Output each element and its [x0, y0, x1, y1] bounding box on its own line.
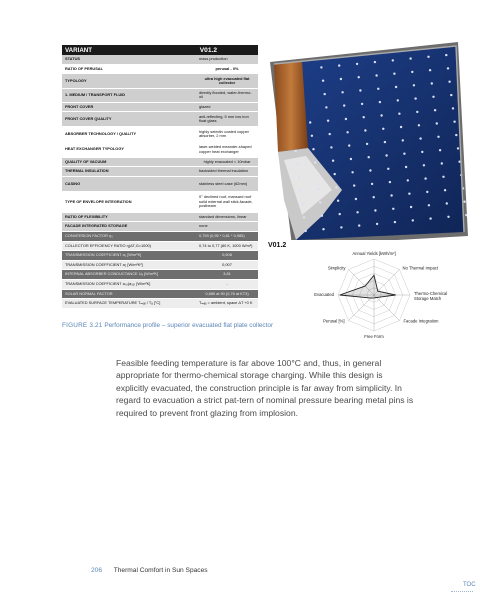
radar-title: V01.2: [268, 242, 287, 249]
row-value: 0° declined roof, mansard roof solid external wall stick-facade, postbeam: [196, 192, 258, 212]
row-label: TRANSMISSION COEFFICIENT a₁ [W/m²K]: [62, 251, 196, 260]
pin-dot: [312, 148, 314, 150]
pin-dot: [361, 103, 363, 105]
pin-dot: [410, 206, 412, 208]
pin-dot: [452, 107, 454, 109]
pin-dot: [340, 226, 342, 228]
pin-dot: [355, 198, 357, 200]
spec-table: [62, 45, 258, 309]
row-value: 0,685 at 90 (0,76 at KT3): [196, 290, 258, 299]
radar-axis-label: No Thermal Impact: [402, 265, 439, 271]
pin-dot: [394, 221, 396, 223]
pin-dot: [305, 230, 307, 232]
pin-dot: [338, 64, 340, 66]
pin-dot: [446, 202, 448, 204]
radar-axis-label: Annual Yields [kWh/m²]: [352, 251, 396, 256]
row-value: highly evacuated < 10mbar: [196, 158, 258, 167]
pin-dot: [405, 166, 407, 168]
pin-dot: [325, 106, 327, 108]
pin-dot: [453, 121, 455, 123]
pin-dot: [348, 144, 350, 146]
row-value: -: [196, 280, 258, 289]
pin-dot: [431, 82, 433, 84]
pin-dot: [445, 54, 447, 56]
row-label: HEAT EXCHANGER TYPOLOGY: [62, 143, 196, 157]
pin-dot: [403, 153, 405, 155]
table-row: [62, 251, 258, 261]
pin-dot: [426, 191, 428, 193]
pin-dot: [374, 209, 376, 211]
pin-dot: [421, 151, 423, 153]
pin-dot: [363, 116, 365, 118]
row-value: none: [196, 222, 258, 231]
pin-dot: [356, 211, 358, 213]
row-label: TYPE OF ENVELOPE INTEGRATION: [62, 192, 196, 212]
pin-dot: [447, 216, 449, 218]
table-row: [62, 299, 258, 309]
pin-dot: [374, 61, 376, 63]
row-label: SOLAR NORMAL FACTOR: [62, 290, 196, 299]
pin-dot: [320, 66, 322, 68]
pin-dot: [419, 137, 421, 139]
pin-dot: [448, 81, 450, 83]
row-value: 0,007: [196, 261, 258, 270]
radar-axis-label: Thermo-Chemical: [414, 291, 448, 296]
table-row: [62, 270, 258, 280]
page-number: 206: [91, 567, 103, 574]
pin-dot: [432, 96, 434, 98]
pin-dot: [368, 156, 370, 158]
table-row: [62, 103, 258, 113]
table-row: [62, 112, 258, 127]
pin-dot: [364, 129, 366, 131]
row-value: directly flooded, water-thermo-oil: [196, 89, 258, 101]
pin-dot: [414, 97, 416, 99]
pin-dot: [442, 176, 444, 178]
table-row: [62, 143, 258, 158]
collector-illustration: [262, 40, 472, 240]
radar-axis-label: Evacuated: [314, 292, 334, 297]
table-row: [62, 232, 258, 242]
row-label: THERMAL INSULATION: [62, 167, 196, 176]
pin-dot: [392, 208, 394, 210]
body-paragraph: Feasible feeding temperature is far above 100°C and, thus, in general appropriate for thermo-chemical storage charging. While this design is explicitly evacuated, the construction principle is far away from simplicity. In regard to evacuation a strict pat-tern of nominal pressure bearing metal pins is required to prevent front glazing from implosion.: [116, 357, 414, 418]
pin-dot: [371, 183, 373, 185]
radar-axis-label: Storage Match: [414, 296, 442, 301]
pin-dot: [376, 223, 378, 225]
pin-dot: [402, 139, 404, 141]
table-row: [62, 74, 258, 89]
pin-dot: [382, 128, 384, 130]
pin-dot: [437, 136, 439, 138]
row-value: glazed: [196, 103, 258, 112]
row-label: COLLECTOR EFFICIENCY RATIO η(ΔT,G=1000): [62, 242, 196, 251]
table-row: [62, 222, 258, 232]
pin-dot: [455, 134, 457, 136]
pin-dot: [439, 149, 441, 151]
pin-dot: [353, 184, 355, 186]
table-row: [62, 242, 258, 252]
table-row: [62, 167, 258, 177]
pin-dot: [359, 89, 361, 91]
row-value: Tₘₐₓ = ambient, space ΔT +0 K: [196, 299, 258, 308]
pin-dot: [434, 109, 436, 111]
pin-dot: [314, 161, 316, 163]
pin-dot: [298, 176, 300, 178]
radar-axis-label: Perusal [%]: [323, 318, 345, 324]
pin-dot: [463, 201, 465, 203]
pin-dot: [377, 88, 379, 90]
pin-dot: [369, 169, 371, 171]
row-label: FRONT COVER: [62, 103, 196, 112]
pin-dot: [341, 91, 343, 93]
row-value: 3,81: [196, 270, 258, 279]
pin-dot: [380, 114, 382, 116]
table-row: [62, 65, 258, 75]
table-row: [62, 261, 258, 271]
row-value: laser-welded meander-shaped copper heat exchanger: [196, 143, 258, 157]
row-value: stainless steel case (62mm): [196, 177, 258, 191]
pin-dot: [316, 175, 318, 177]
row-value: perusal - 0%: [196, 65, 258, 74]
pin-dot: [322, 228, 324, 230]
pin-dot: [398, 113, 400, 115]
pin-dot: [358, 76, 360, 78]
table-row: [62, 127, 258, 142]
pin-dot: [408, 193, 410, 195]
pin-dot: [330, 146, 332, 148]
row-label: TRANSMISSION COEFFICIENT a₍ₜ₎(a₁₀₎ [W/m²K]: [62, 280, 196, 289]
table-row: [62, 213, 258, 223]
pin-dot: [400, 126, 402, 128]
pin-dot: [329, 133, 331, 135]
table-row: [62, 290, 258, 300]
pin-dot: [345, 118, 347, 120]
pin-dot: [340, 78, 342, 80]
pin-dot: [413, 84, 415, 86]
header-variant-value: V01.2: [199, 46, 217, 54]
row-value: ultra high evacuated flat collector: [196, 74, 258, 88]
pin-dot: [429, 69, 431, 71]
pin-dot: [346, 131, 348, 133]
pin-dot: [423, 164, 425, 166]
pin-dot: [409, 57, 411, 59]
pin-dot: [373, 196, 375, 198]
pin-dot: [295, 150, 297, 152]
pin-dot: [356, 63, 358, 65]
pin-dot: [436, 122, 438, 124]
pin-dot: [324, 93, 326, 95]
table-row: [62, 280, 258, 290]
row-value: standard dimensions, linear: [196, 213, 258, 222]
book-title: Thermal Comfort in Sun Spaces: [113, 567, 208, 574]
pin-dot: [441, 162, 443, 164]
table-row: [62, 192, 258, 213]
pin-dot: [393, 73, 395, 75]
pin-dot: [309, 121, 311, 123]
pin-dot: [428, 204, 430, 206]
row-label: TYPOLOGY: [62, 74, 196, 88]
pin-dot: [450, 94, 452, 96]
pin-dot: [321, 215, 323, 217]
row-value: anti-reflecting, 5 mm low iron float glass: [196, 112, 258, 126]
pin-dot: [327, 120, 329, 122]
pin-dot: [407, 179, 409, 181]
pin-dot: [385, 154, 387, 156]
pin-dot: [351, 171, 353, 173]
pin-dot: [366, 143, 368, 145]
row-label: INTERNAL ABSORBER CONDUCTANCE Uₐ [W/m²K]: [62, 270, 196, 279]
radar-axis-label: Free Form: [364, 334, 384, 339]
pin-dot: [457, 147, 459, 149]
pin-dot: [322, 80, 324, 82]
pin-dot: [416, 111, 418, 113]
pin-dot: [447, 67, 449, 69]
pin-dot: [317, 188, 319, 190]
row-label: FACADE INTEGRATED STORAGE: [62, 222, 196, 231]
row-label: RATIO OF FLEXIBILITY: [62, 213, 196, 222]
pin-dot: [412, 219, 414, 221]
pin-dot: [337, 200, 339, 202]
row-label: RATIO OF PERUSAL: [62, 65, 196, 74]
pin-dot: [300, 190, 302, 192]
table-header: [62, 45, 258, 55]
pin-dot: [384, 141, 386, 143]
pin-dot: [389, 181, 391, 183]
row-label: 1. MEDIUM / TRANSPORT FLUID: [62, 89, 196, 101]
toc-link[interactable]: TOC: [463, 582, 476, 588]
table-row: [62, 89, 258, 102]
toc-underline: [451, 591, 473, 592]
pin-dot: [296, 163, 298, 165]
row-value: 0,759 (0,95 * 0,81 * 0,985): [196, 232, 258, 241]
pin-dot: [311, 135, 313, 137]
page-footer: [91, 567, 208, 574]
figure-caption: [62, 322, 273, 329]
pin-dot: [387, 168, 389, 170]
pin-dot: [335, 186, 337, 188]
table-row: [62, 55, 258, 65]
row-label: QUALITY OF VACUUM: [62, 158, 196, 167]
pin-dot: [397, 99, 399, 101]
pin-dot: [301, 203, 303, 205]
pin-dot: [375, 74, 377, 76]
pin-dot: [418, 124, 420, 126]
pin-dot: [319, 201, 321, 203]
row-value: mass production: [196, 55, 258, 64]
row-value: highly selectiv coated copper absorber, 2 mm: [196, 127, 258, 141]
pin-dot: [465, 214, 467, 216]
header-variant-label: VARIANT: [65, 46, 93, 54]
row-value: 0,608: [196, 251, 258, 260]
pin-dot: [395, 86, 397, 88]
pin-dot: [332, 160, 334, 162]
pin-dot: [334, 173, 336, 175]
pin-dot: [343, 104, 345, 106]
row-value: 0,74 to 0,77 (80 K, 1000 W/m²): [196, 242, 258, 251]
row-value: backsided thermal insulation: [196, 167, 258, 176]
caption-text: Performance profile – superior evacuated flat plate collector: [104, 322, 274, 329]
pin-dot: [339, 213, 341, 215]
pin-dot: [411, 71, 413, 73]
pin-dot: [424, 177, 426, 179]
pin-dot: [358, 224, 360, 226]
caption-number: FIGURE 3.21: [62, 322, 103, 329]
row-label: EVALUATED SURFACE TEMPERATURE Tₘₐₓ / Tₐ [°C]: [62, 299, 196, 308]
radar-axis-label: Simplicity: [327, 265, 346, 271]
pin-dot: [444, 189, 446, 191]
row-label: STATUS: [62, 55, 196, 64]
row-label: ABSORBER TECHNOLOGY / QUALITY: [62, 127, 196, 141]
table-row: [62, 177, 258, 192]
pin-dot: [429, 217, 431, 219]
pin-dot: [427, 56, 429, 58]
pin-dot: [392, 59, 394, 61]
pin-dot: [379, 101, 381, 103]
row-label: TRANSMISSION COEFFICIENT a₂ [W/m²K²]: [62, 261, 196, 270]
row-label: CONVERSION FACTOR η₀: [62, 232, 196, 241]
table-row: [62, 158, 258, 168]
row-label: CASING: [62, 177, 196, 191]
pin-dot: [350, 158, 352, 160]
performance-radar-chart: [264, 238, 474, 348]
pin-dot: [390, 194, 392, 196]
pin-dot: [303, 216, 305, 218]
radar-axis-label: Facade Integration: [403, 318, 439, 324]
row-label: FRONT COVER QUALITY: [62, 112, 196, 126]
